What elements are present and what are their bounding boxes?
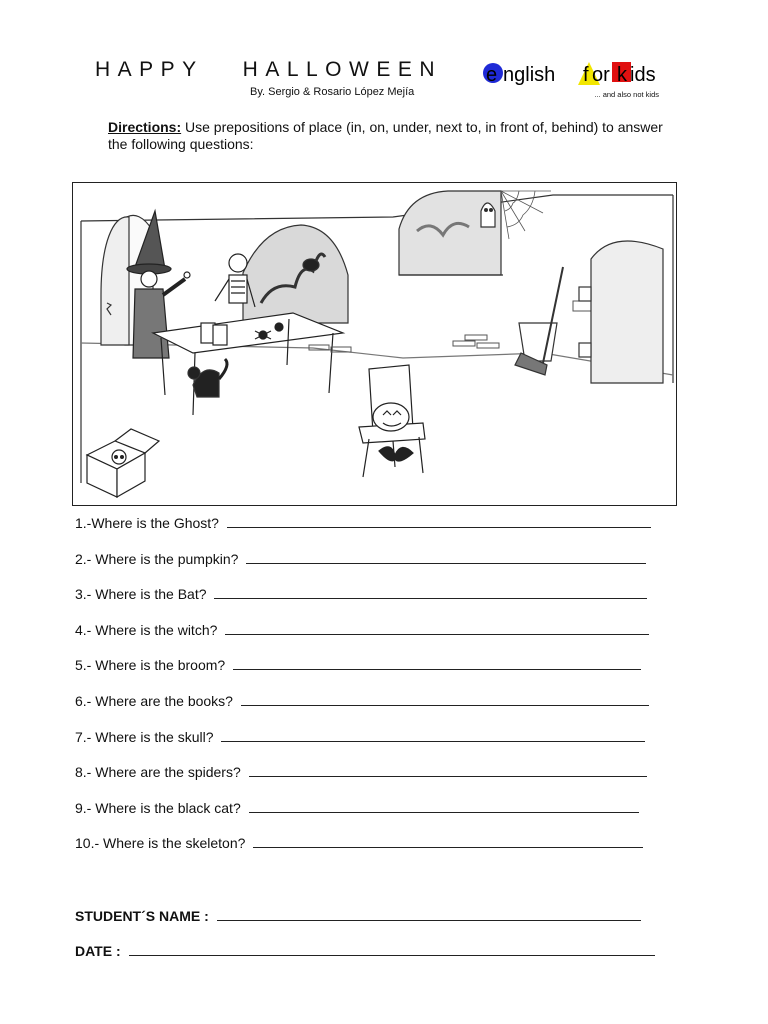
answer-line[interactable] (233, 656, 641, 670)
spider (275, 323, 283, 331)
question-text: 9.- Where is the black cat? (75, 799, 241, 816)
answer-line[interactable] (227, 514, 651, 528)
question-item (75, 656, 675, 692)
question-item (75, 834, 675, 870)
student-name-label: STUDENT´S NAME : (75, 908, 209, 924)
directions (108, 119, 668, 153)
logo-letters-or: or (592, 64, 610, 86)
pumpkin (373, 403, 409, 431)
questions-list (75, 514, 675, 870)
question-item (75, 585, 675, 621)
box-with-skull (87, 429, 159, 497)
upper-window (399, 191, 503, 275)
date-row (75, 942, 655, 959)
student-name-line[interactable] (217, 907, 641, 921)
question-text: 5.- Where is the broom? (75, 657, 226, 674)
logo-letter-k: k (617, 64, 627, 86)
question-text: 3.- Where is the Bat? (75, 586, 207, 603)
answer-line[interactable] (253, 834, 643, 848)
question-item (75, 692, 675, 728)
question-item (75, 514, 675, 550)
question-text: 6.- Where are the books? (75, 692, 233, 709)
answer-line[interactable] (214, 585, 647, 599)
answer-line[interactable] (221, 728, 645, 742)
answer-line[interactable] (249, 799, 639, 813)
question-item (75, 763, 675, 799)
logo-letters-nglish: nglish (503, 64, 556, 86)
question-item (75, 799, 675, 835)
logo-letters-ids: ids (630, 64, 656, 86)
ghost (481, 203, 495, 227)
question-item (75, 728, 675, 764)
answer-line[interactable] (246, 550, 646, 564)
logo-letter-e: e (486, 64, 498, 86)
question-text: 7.- Where is the skull? (75, 728, 214, 745)
worksheet-title: HAPPY HALLOWEEN (95, 58, 443, 81)
directions-label: Directions: (108, 119, 182, 135)
question-text: 2.- Where is the pumpkin? (75, 550, 239, 567)
bat (379, 447, 413, 461)
broom-and-bucket (515, 267, 563, 375)
question-item (75, 621, 675, 657)
right-door (579, 241, 663, 383)
date-line[interactable] (129, 942, 655, 956)
table (153, 313, 343, 415)
halloween-scene-illustration (72, 182, 677, 506)
directions-text: Use prepositions of place (in, on, under, next to, in front of, behind) to answer the following questions: (108, 119, 663, 152)
english-for-kids-logo (482, 46, 667, 106)
author-byline: By. Sergio & Rosario López Mejía (250, 86, 415, 98)
student-name-row (75, 907, 641, 924)
arched-window (243, 225, 348, 323)
chair (359, 365, 425, 477)
question-text: 10.- Where is the skeleton? (75, 835, 246, 852)
question-text: 4.- Where is the witch? (75, 621, 218, 638)
answer-line[interactable] (225, 621, 649, 635)
answer-line[interactable] (249, 763, 647, 777)
question-text: 1.-Where is the Ghost? (75, 515, 219, 531)
logo-tagline: ... and also not kids (594, 90, 659, 99)
question-text: 8.- Where are the spiders? (75, 764, 241, 781)
question-item (75, 550, 675, 586)
date-label: DATE : (75, 943, 121, 959)
logo-letter-f: f (583, 64, 589, 86)
answer-line[interactable] (241, 692, 649, 706)
